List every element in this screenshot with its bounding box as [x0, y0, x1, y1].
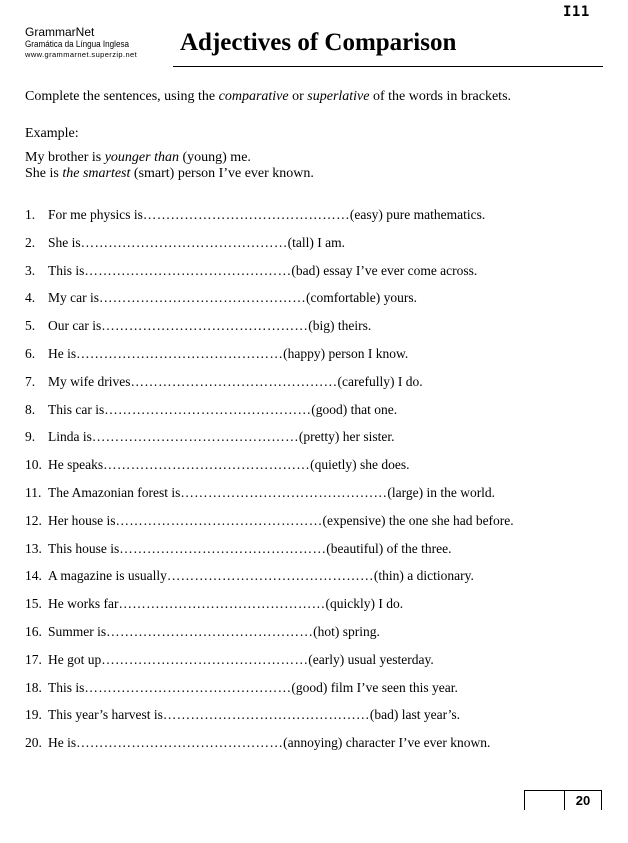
instructions-text: of the words in brackets. [369, 89, 512, 104]
example-line-2 [25, 166, 314, 182]
example-answer: the smartest [62, 166, 131, 181]
exercise-text-after: (bad) essay I’ve ever come across. [291, 262, 478, 278]
score-box [524, 790, 602, 810]
exercise-number: 3. [25, 262, 36, 278]
exercise-text-after: (comfortable) yours. [306, 290, 417, 306]
exercise-text-after: (early) usual yesterday. [308, 651, 434, 667]
exercise-text-after: (large) in the world. [387, 484, 496, 500]
exercise-item [25, 485, 514, 513]
exercise-number: 10. [25, 457, 42, 473]
exercise-number: 9. [25, 429, 36, 445]
exercise-number: 12. [25, 512, 42, 528]
exercise-text-before: This house is [48, 540, 120, 556]
answer-blank[interactable]: ……………………………………… [84, 262, 292, 278]
answer-blank[interactable]: ……………………………………… [99, 290, 306, 306]
answer-blank[interactable]: ……………………………………… [118, 596, 326, 612]
exercise-text-before: Her house is [48, 512, 116, 528]
exercise-text-before: Our car is [48, 318, 102, 334]
exercise-text-after: (tall) I am. [287, 234, 345, 250]
exercise-item [25, 596, 514, 624]
exercise-text-before: My car is [48, 290, 99, 306]
example-line-1 [25, 150, 251, 166]
exercise-item [25, 402, 514, 430]
exercise-item [25, 290, 514, 318]
brand-name: GrammarNet [25, 25, 95, 39]
answer-blank[interactable]: ……………………………………… [106, 623, 314, 639]
exercise-text-after: (good) that one. [311, 401, 398, 417]
exercise-text-before: This is [48, 262, 85, 278]
exercise-text-before: He is [48, 735, 77, 751]
example-text: (smart) person I’ve ever known. [130, 166, 314, 181]
instructions [25, 89, 511, 105]
exercise-item [25, 457, 514, 485]
exercise-item [25, 568, 514, 596]
instructions-text: Complete the sentences, using the [25, 89, 219, 104]
exercise-item [25, 374, 514, 402]
page-title: Adjectives of Comparison [180, 29, 457, 56]
instructions-emphasis-comparative: comparative [218, 89, 289, 104]
answer-blank[interactable]: ……………………………………… [130, 373, 338, 389]
answer-blank[interactable]: ……………………………………… [166, 568, 374, 584]
answer-blank[interactable]: ……………………………………… [76, 345, 284, 361]
exercise-item [25, 735, 514, 763]
example-text: My brother is [25, 150, 105, 165]
exercise-text-after: (annoying) character I’ve ever known. [283, 735, 491, 751]
answer-blank[interactable]: ……………………………………… [80, 234, 288, 250]
answer-blank[interactable]: ……………………………………… [91, 429, 299, 445]
exercise-text-before: Summer is [48, 623, 107, 639]
exercise-item [25, 346, 514, 374]
answer-blank[interactable]: ……………………………………… [104, 401, 312, 417]
exercise-item [25, 513, 514, 541]
answer-blank[interactable]: ……………………………………… [84, 679, 292, 695]
exercise-text-before: He got up [48, 651, 102, 667]
exercise-number: 20. [25, 735, 42, 751]
score-total: 20 [575, 793, 591, 808]
example-label: Example: [25, 126, 79, 141]
exercise-item [25, 707, 514, 735]
worksheet-code: I11 [563, 4, 590, 20]
exercise-text-after: (happy) person I know. [283, 345, 409, 361]
exercise-text-after: (big) theirs. [308, 318, 372, 334]
answer-blank[interactable]: ……………………………………… [101, 651, 309, 667]
exercise-text-after: (hot) spring. [313, 623, 380, 639]
brand-subtitle: Gramática da Língua Inglesa [25, 39, 130, 49]
exercise-number: 17. [25, 651, 42, 667]
exercise-item [25, 429, 514, 457]
exercise-text-after: (pretty) her sister. [298, 429, 395, 445]
exercise-text-before: Linda is [48, 429, 92, 445]
title-underline [173, 66, 603, 67]
instructions-text: or [288, 89, 308, 104]
example-answer: younger than [104, 150, 179, 165]
exercise-text-before: For me physics is [48, 207, 143, 222]
exercise-number: 15. [25, 596, 42, 612]
exercise-number: 16. [25, 623, 42, 639]
exercise-number: 4. [25, 290, 36, 306]
answer-blank[interactable]: ……………………………………… [162, 707, 370, 723]
exercise-text-before: This is [48, 679, 85, 695]
exercise-text-before: This year’s harvest is [48, 707, 163, 723]
exercise-number: 8. [25, 401, 36, 417]
exercise-text-after: (quickly) I do. [325, 596, 404, 612]
exercise-number: 14. [25, 568, 42, 584]
answer-blank[interactable]: ……………………………………… [142, 207, 350, 222]
exercise-text-before: A magazine is usually [48, 568, 167, 584]
answer-blank[interactable]: ……………………………………… [180, 484, 388, 500]
exercise-text-before: The Amazonian forest is [48, 484, 181, 500]
exercise-item [25, 624, 514, 652]
instructions-emphasis-superlative: superlative [307, 89, 370, 104]
exercise-text-before: He is [48, 345, 77, 361]
exercise-number: 2. [25, 234, 36, 250]
answer-blank[interactable]: ……………………………………… [103, 457, 311, 473]
exercise-item [25, 207, 514, 235]
answer-blank[interactable]: ……………………………………… [115, 512, 323, 528]
score-field[interactable] [525, 791, 565, 810]
exercise-text-after: (good) film I’ve seen this year. [291, 679, 458, 695]
exercise-item [25, 263, 514, 291]
exercise-text-before: My wife drives [48, 373, 131, 389]
answer-blank[interactable]: ……………………………………… [119, 540, 327, 556]
exercise-number: 7. [25, 373, 36, 389]
answer-blank[interactable]: ……………………………………… [76, 735, 284, 751]
exercise-number: 18. [25, 679, 42, 695]
exercise-number: 19. [25, 707, 42, 723]
example-text: She is [25, 166, 63, 181]
exercise-item [25, 235, 514, 263]
exercise-text-after: (beautiful) of the three. [326, 540, 452, 556]
exercise-text-after: (quietly) she does. [310, 457, 410, 473]
exercise-text-after: (expensive) the one she had before. [322, 512, 514, 528]
exercise-number: 6. [25, 345, 36, 361]
exercise-item [25, 318, 514, 346]
exercise-text-after: (carefully) I do. [337, 373, 423, 389]
exercise-text-before: This car is [48, 401, 105, 417]
exercise-number: 11. [25, 484, 42, 500]
exercise-list [25, 207, 514, 763]
exercise-text-after: (bad) last year’s. [369, 707, 460, 723]
exercise-item [25, 680, 514, 708]
example-text: (young) me. [178, 150, 251, 165]
exercise-text-before: He speaks [48, 457, 104, 473]
exercise-number: 5. [25, 318, 36, 334]
exercise-number: 1. [25, 207, 36, 222]
brand-block [25, 26, 141, 59]
exercise-item [25, 541, 514, 569]
answer-blank[interactable]: ……………………………………… [101, 318, 309, 334]
exercise-number: 13. [25, 540, 42, 556]
exercise-text-after: (thin) a dictionary. [373, 568, 474, 584]
exercise-item [25, 652, 514, 680]
exercise-text-before: She is [48, 234, 81, 250]
exercise-text-after: (easy) pure mathematics. [349, 207, 486, 222]
exercise-text-before: He works far [48, 596, 119, 612]
brand-url: www.grammarnet.superzip.net [25, 50, 138, 59]
